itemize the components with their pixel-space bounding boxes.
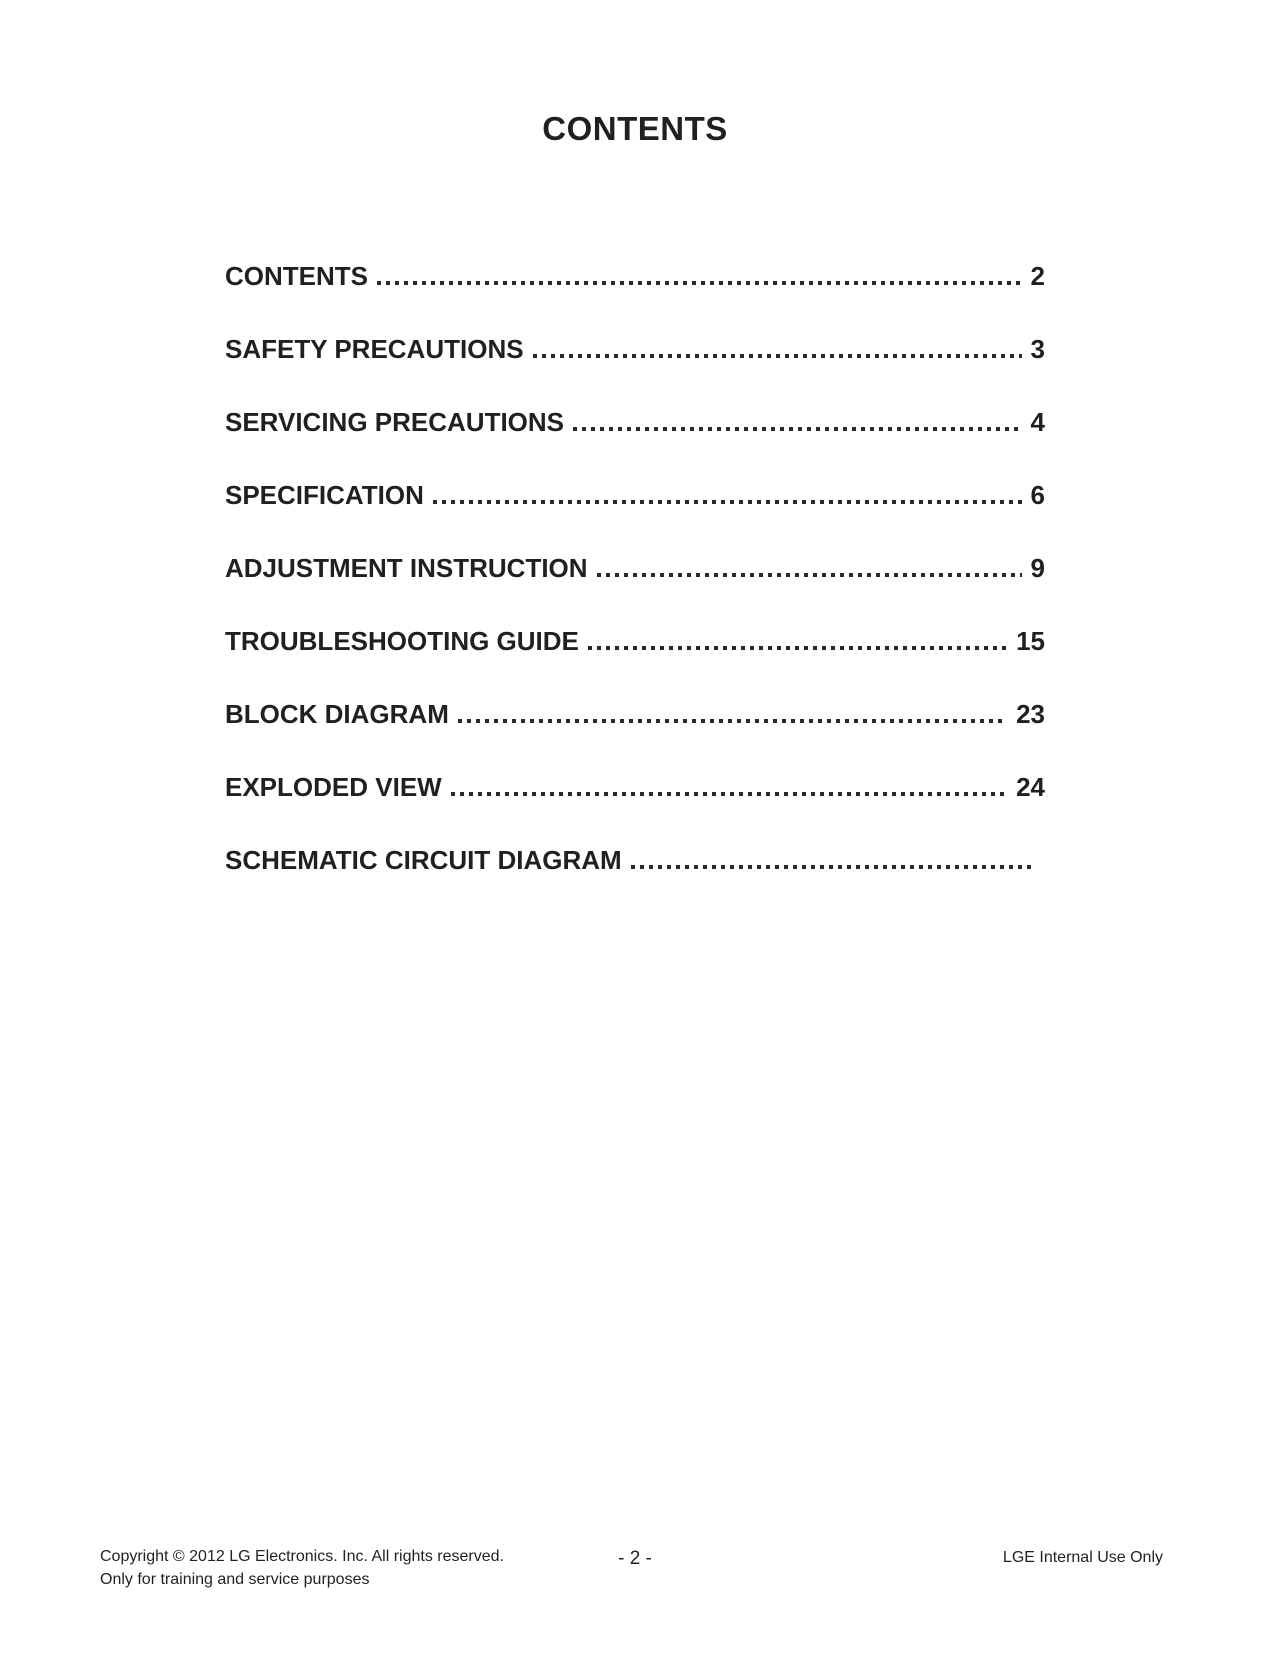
toc-entry — [225, 628, 1045, 654]
toc-entry — [225, 482, 1045, 508]
dot-leader — [588, 646, 1007, 650]
toc-entry — [225, 701, 1045, 727]
toc-entry — [225, 263, 1045, 289]
toc-entry-page-number: 15 — [1016, 626, 1045, 656]
toc-entry-page-number: 3 — [1030, 334, 1045, 364]
toc-entry — [225, 555, 1045, 581]
dot-leader — [533, 354, 1022, 358]
toc-entry-page-number: 6 — [1030, 480, 1045, 510]
copyright-line2: Only for training and service purposes — [100, 1571, 370, 1588]
dot-leader — [597, 573, 1022, 577]
copyright-line1: Copyright © 2012 LG Electronics. Inc. All rights reserved. — [100, 1548, 504, 1565]
toc-entry-label: SCHEMATIC CIRCUIT DIAGRAM — [225, 845, 622, 875]
toc-entry-label: CONTENTS — [225, 261, 368, 291]
toc-entry-label: EXPLODED VIEW — [225, 772, 442, 802]
dot-leader — [573, 427, 1022, 431]
toc-entry-page-number: 9 — [1030, 553, 1045, 583]
toc-entry — [225, 847, 1045, 873]
toc-entry-label: TROUBLESHOOTING GUIDE — [225, 626, 579, 656]
toc-entry-label: SAFETY PRECAUTIONS — [225, 334, 524, 364]
toc-entry-page-number: 24 — [1016, 772, 1045, 802]
footer-internal-use-note: LGE Internal Use Only — [1002, 1549, 1163, 1566]
dot-leader — [451, 792, 1007, 796]
toc-entry-label: SERVICING PRECAUTIONS — [225, 407, 565, 437]
toc-entry-page-number: 4 — [1030, 407, 1045, 437]
dot-leader — [458, 719, 1007, 723]
toc-entry-page-number: 23 — [1016, 699, 1045, 729]
dot-leader — [377, 281, 1022, 285]
toc-entry-label: BLOCK DIAGRAM — [225, 699, 449, 729]
dot-leader — [631, 865, 1036, 869]
toc-entry-label: ADJUSTMENT INSTRUCTION — [225, 553, 588, 583]
toc-entry — [225, 409, 1045, 435]
toc-entry — [225, 774, 1045, 800]
footer-page-number: - 2 - — [618, 1548, 652, 1569]
toc-entry-label: SPECIFICATION — [225, 480, 424, 510]
toc-list — [225, 263, 1045, 920]
dot-leader — [433, 500, 1022, 504]
toc-entry-page-number: 2 — [1030, 261, 1045, 291]
toc-entry — [225, 336, 1045, 362]
page-title: CONTENTS — [542, 110, 728, 147]
